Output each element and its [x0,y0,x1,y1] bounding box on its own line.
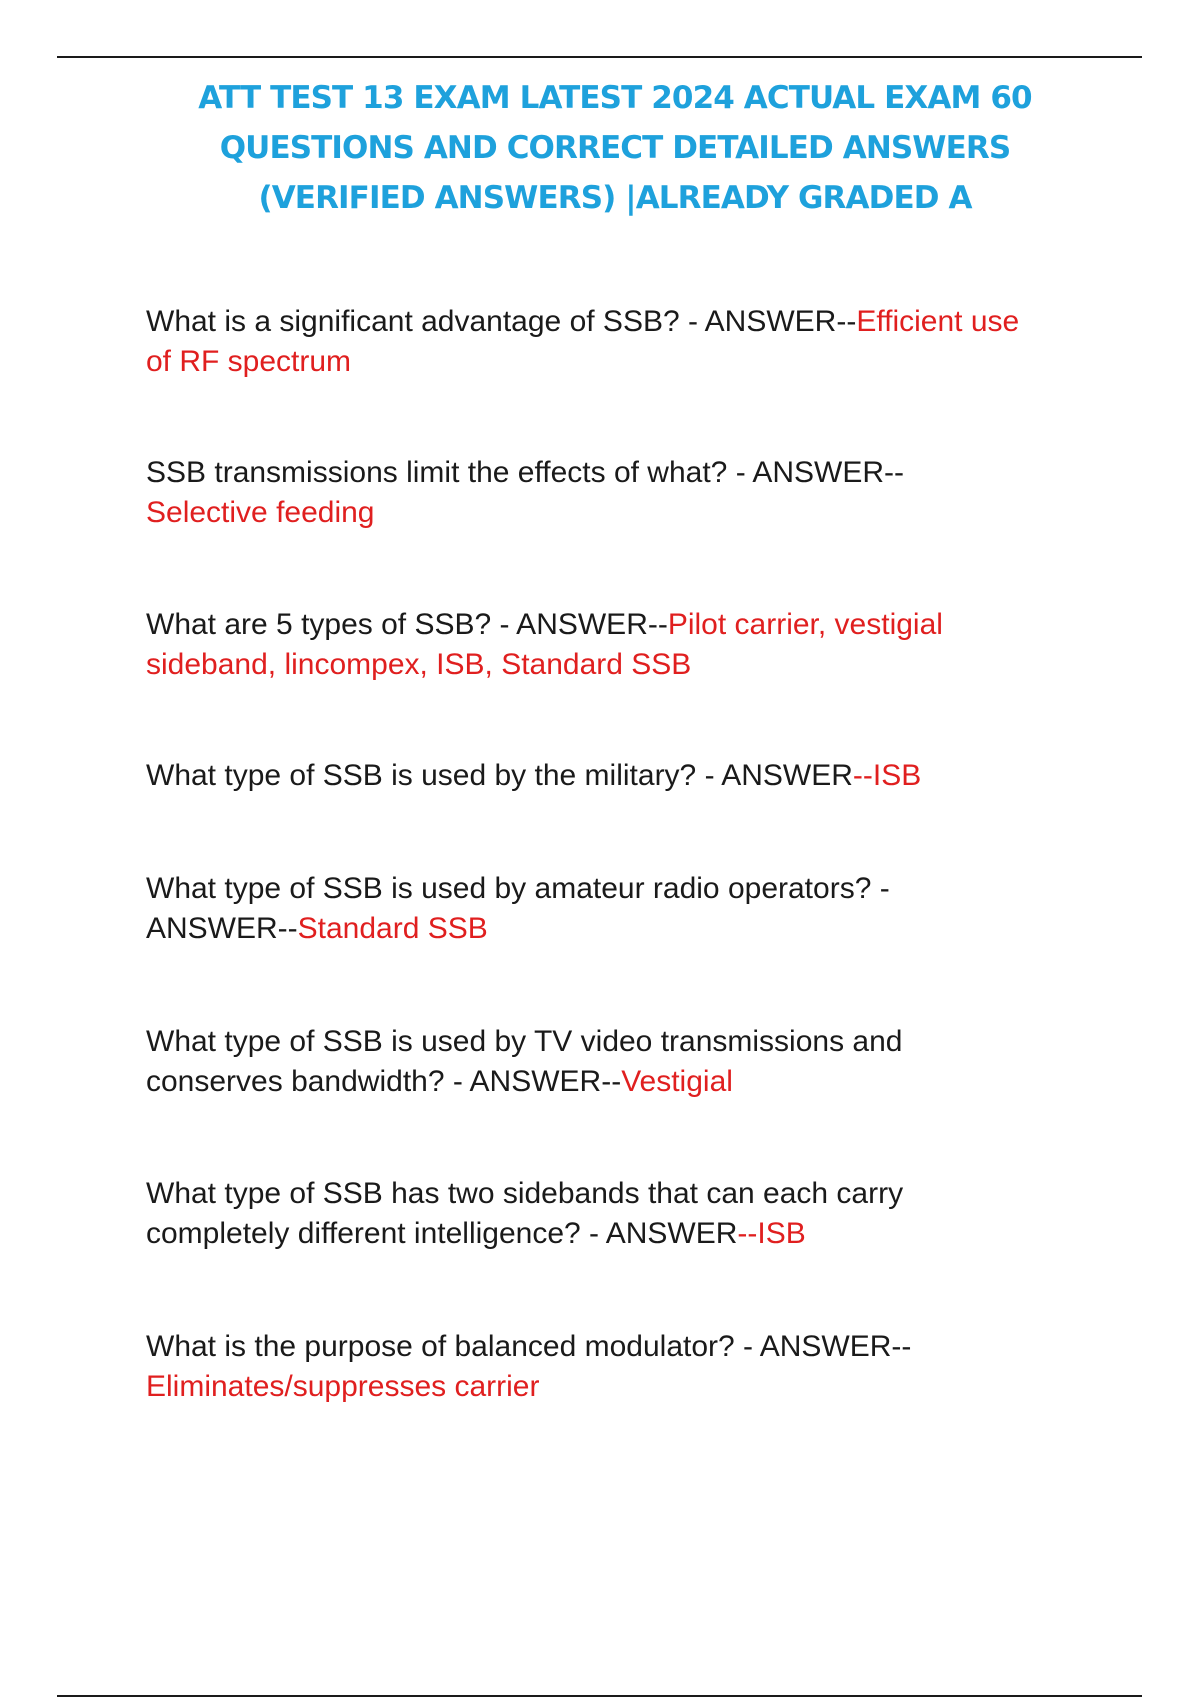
question-text: What is a significant advantage of SSB? - ANSWER-- [146,305,857,338]
answer-text: Pilot carrier, vestigial [667,608,943,641]
qa-line [146,1174,1106,1214]
question-text: What type of SSB is used by TV video transmissions and [146,1025,903,1058]
question-text: SSB transmissions limit the effects of what? - ANSWER-- [146,456,905,489]
qa-item [146,1174,1106,1254]
qa-line [146,1327,1106,1367]
qa-item [146,453,1106,533]
question-text: What type of SSB is used by the military? - ANSWER [146,759,853,792]
qa-item [146,1022,1106,1102]
qa-line [146,1214,1106,1254]
answer-text: Efficient use [856,305,1020,338]
qa-line [146,909,1106,949]
document-title [120,73,1110,223]
title-line: QUESTIONS AND CORRECT DETAILED ANSWERS [219,130,1011,166]
qa-item [146,869,1106,949]
answer-text: --ISB [737,1217,806,1250]
question-text: conserves bandwidth? - ANSWER-- [146,1065,622,1098]
answer-text: --ISB [852,759,922,792]
top-rule [57,56,1142,58]
answer-text: Eliminates/suppresses carrier [146,1370,540,1403]
qa-line [146,453,1106,493]
qa-line [146,493,1106,533]
answer-text: Selective feeding [146,496,375,529]
qa-line [146,342,1106,382]
qa-line [146,1022,1106,1062]
qa-line [146,302,1106,342]
answer-text: Standard SSB [297,912,488,945]
question-text: ANSWER-- [146,912,298,945]
answer-text: sideband, lincompex, ISB, Standard SSB [146,648,692,681]
question-text: What type of SSB has two sidebands that can each carry [146,1177,904,1210]
question-text: completely different intelligence? - ANSWER [146,1217,738,1250]
qa-item [146,756,1106,796]
title-line: (VERIFIED ANSWERS) |ALREADY GRADED A [258,180,972,216]
answer-text: Vestigial [621,1065,733,1098]
qa-item [146,1327,1106,1407]
title-line: ATT TEST 13 EXAM LATEST 2024 ACTUAL EXAM 60 [198,80,1032,116]
answer-text: of RF spectrum [146,345,352,378]
qa-line [146,605,1106,645]
qa-item [146,302,1106,382]
qa-line [146,1367,1106,1407]
qa-line [146,869,1106,909]
qa-line [146,645,1106,685]
bottom-rule [57,1695,1142,1697]
question-text: What are 5 types of SSB? - ANSWER-- [146,608,668,641]
qa-line [146,756,1106,796]
question-text: What is the purpose of balanced modulator? - ANSWER-- [146,1330,912,1363]
qa-line [146,1062,1106,1102]
qa-item [146,605,1106,685]
question-text: What type of SSB is used by amateur radio operators? - [146,872,890,905]
